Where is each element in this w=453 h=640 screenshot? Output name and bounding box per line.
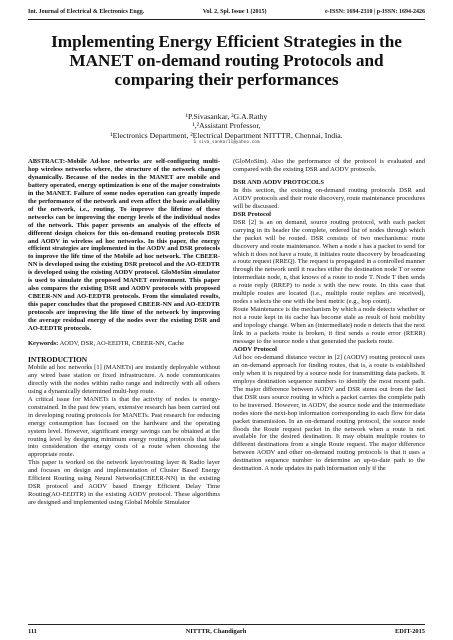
keywords-list: AODV, DSR, AO-EEDTR, CBEER-NN, Cache bbox=[58, 339, 185, 347]
paper-title: Implementing Energy Efficient Strategies in the MANET on-demand routing Protocols and comparing their performances bbox=[51, 32, 402, 89]
footer-institution: NITTTR, Chandigarh bbox=[185, 628, 247, 635]
dsr-aodv-paragraph: In this section, the existing on-demand routing protocols DSR and AODV protocols and their route discovery, route maintenance procedures will be discussed. bbox=[233, 186, 425, 210]
journal-volume: Vol. 2, Spl. Issue 1 (2015) bbox=[202, 9, 267, 15]
left-column bbox=[28, 158, 220, 507]
footer-edition: EDIT-2015 bbox=[395, 628, 425, 635]
intro-paragraph-2: A critical issue for MANETs is that the activity of nodes is energy-constrained. In the past few years, extensive research has been carried out in developing routing protocols for MANETs. Past research for reducing energy consumption has focused on the hardware and the operating system level. However, significant energy savings can be obtained at the routing level by designing minimum energy routing protocols that take into consideration the energy costs of a route when choosing the appropriate route. bbox=[28, 395, 220, 459]
author-role: ¹,²Assistant Professor, bbox=[192, 121, 261, 131]
subsection-heading-dsr: DSR Protocol bbox=[233, 210, 271, 218]
journal-name: Int. Journal of Electrical & Electronics Engg. bbox=[28, 9, 145, 15]
right-column bbox=[233, 158, 425, 473]
header-rule bbox=[28, 19, 425, 20]
author-block bbox=[30, 112, 423, 146]
dsr-paragraph-1: DSR [2] is an on demand, source routing protocol, with each packet carrying in its header the complete, ordered list of nodes through which the packet will be routed. DSR consists of two mechanisms: route discovery and route maintenance. When a node s has a packet to send for which it does not have a route, it initiates route discovery by broadcasting a route request (RREQ). The request is propagated in a controlled manner through the network until it reaches either the destination node T or some intermediate node, n, that knows of a route to node T. Node T then sends a route reply (RREP) to node s with the new route. In this case that multiple routes are located (i.e., multiple route replies are received), nodes s selects the one with the best metric (e.g., hop count). bbox=[233, 218, 425, 306]
author-affiliations: ¹Electronics Department, ²Electrical Department NITTTR, Chennai, India. bbox=[110, 130, 343, 140]
author-email: 1 siva_sankar11@yahoo.com bbox=[193, 140, 260, 146]
abstract: ABSTRACT:-Mobile Ad-hoc networks are self-configuring multi-hop wireless networks where, the structure of the network changes dynamically. Because of the nodes in the MANET are mobile and battery operated, energy optimization is one of the major constraints in the MANET. Failure of some nodes operation can greatly impede the performance of the network and even affect the basic availability of the network, i.e., routing. To improve the lifetime of these networks can be improving the energy levels of the individual nodes of the network. This paper presents an analysis of the effects of different design choices for this on-demand routing protocols DSR and AODV in wireless ad hoc networks. In this paper, the energy efficient strategies are implemented in the AODV and DSR protocols to improve the life time of the Mobile ad hoc network. The CBEER-NN is developed using the existing DSR protocol and the AO-EEDTR is developed using the existing AODV protocol. GloMoSim simulator is used to simulate the proposed MANET environment. This paper also compares the existing DSR and AODV protocols with proposed CBEER-NN and AO-EEDTR protocols. From the simulated results, this paper concludes that the proposed CBEER-NN and AO-EEDTR protocols are improving the life time of the network by improving the average residual energy of the nodes over the existing DSR and AO-EEDTR protocols. bbox=[28, 158, 220, 333]
section-heading-dsr-aodv: DSR AND AODV PROTOCOLS bbox=[233, 178, 324, 186]
author-names: ¹P.Sivasankar, ²G.A.Rathy bbox=[185, 112, 268, 121]
continued-paragraph: (GloMoSim). Also the performance of the protocol is evaluated and compared with the existing DSR and AODV protocols. bbox=[233, 158, 425, 173]
aodv-paragraph: Ad hoc on-demand distance vector in [2] (AODV) routing protocol uses an on-demand approach for finding routes, that is, a route is established only when it is required by a source node for transmitting data packets. It employs destination sequence numbers to identify the most recent path. The major difference between AODV and DSR stems out from the fact that DSR uses source routing in which a packet carries the complete path to be traversed. However, in AODV, the source node and the intermediate nodes store the next-hop information corresponding to each flow for data packet transmission. In an on-demand routing protocol, the source node floods the Route request packet in the network when a route is not available for the desired destination. It may obtain multiple routes to different destinations from a single Route request. The major difference between AODV and other on-demand routing protocols is that it uses a destination sequence number to determine an up-to-date path to the destination. A node updates its path information only if the bbox=[233, 353, 425, 473]
section-heading-introduction: INTRODUCTION bbox=[28, 354, 88, 364]
dsr-paragraph-2: Route Maintenance is the mechanism by which a node detects whether or not a route kept in its cache has become stale as result of host mobility and topology change. When an (intermediate) node n detects that the next link in a packets route is broken, it first sends a route error (RERR) message to the source node s that generated the packets route. bbox=[233, 306, 425, 346]
intro-paragraph-3: This paper is worked on the network layer/routing layer & Radio layer and focuses on design and implementation of Cluster Based Energy Efficient Routing using Neural Networks(CBEER-NN) in the existing DSR protocol and AODV based Energy Efficient Delay Time Routing(AO-EEDTR) in the existing AODV protocol. These algorithms are designed and implemented using Global Mobile Simulator bbox=[28, 459, 220, 507]
page-number: 111 bbox=[28, 628, 37, 635]
running-header bbox=[28, 8, 425, 16]
keywords bbox=[28, 340, 220, 348]
footer-rule bbox=[28, 624, 425, 625]
running-footer bbox=[28, 628, 425, 636]
journal-issn: e-ISSN: 1694-2310 | p-ISSN: 1694-2426 bbox=[324, 9, 425, 15]
keywords-label: Keywords: bbox=[28, 339, 59, 347]
subsection-heading-aodv: AODV Protocol bbox=[233, 345, 277, 353]
intro-paragraph-1: Mobile ad hoc networks [1] (MANETs) are instantly deployable without any wired base station or fixed infrastructure. A node communicates directly with the nodes within radio range and indirectly with all others using a dynamically determined multi-hop route. bbox=[28, 363, 220, 395]
